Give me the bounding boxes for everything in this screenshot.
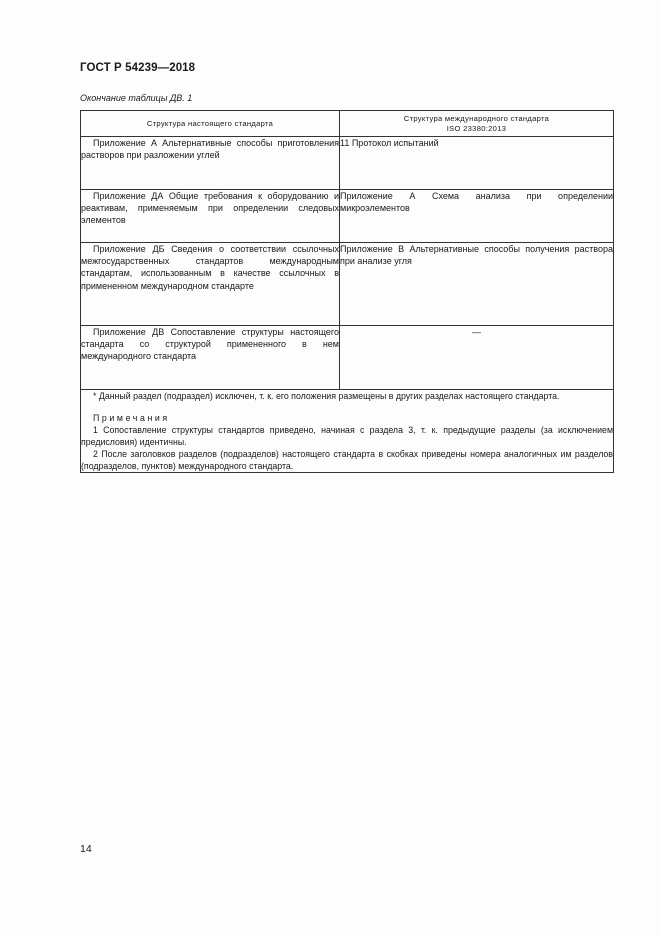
table-cell-right: Приложение В Альтернативные способы получения раствора при анализе угля xyxy=(340,243,614,326)
table-cell-right: 11 Протокол испытаний xyxy=(340,137,614,190)
document-id: ГОСТ Р 54239—2018 xyxy=(80,62,196,74)
table-notes-row xyxy=(81,390,614,473)
table-row xyxy=(81,137,614,190)
table-row xyxy=(81,326,614,390)
table-cell-left: Приложение А Альтернативные способы приготовления растворов при разложении углей xyxy=(81,137,340,190)
note-1: 1 Сопоставление структуры стандартов приведено, начиная с раздела 3, т. к. предыдущие разделы (за исключением предисловия) идентичны. xyxy=(81,425,613,447)
table-cell-left: Приложение ДА Общие требования к оборудованию и реактивам, применяемым при определении следовых элементов xyxy=(81,190,340,243)
column-header-left: Структура настоящего стандарта xyxy=(81,111,340,137)
table-cell-left: Приложение ДВ Сопоставление структуры настоящего стандарта со структурой примененного в нем международного стандарта xyxy=(81,326,340,390)
table-header-row xyxy=(81,111,614,137)
structure-comparison-table xyxy=(80,110,614,473)
table-cell-right: — xyxy=(340,326,614,390)
table-caption: Окончание таблицы ДВ. 1 xyxy=(80,93,193,103)
note-2: 2 После заголовков разделов (подразделов) настоящего стандарта в скобках приведены номера аналогичных им разделов (подразделов, пунктов) международного стандарта. xyxy=(81,449,613,471)
table-notes-cell xyxy=(81,390,614,473)
table-row xyxy=(81,190,614,243)
notes-title: Примечания xyxy=(93,413,170,423)
column-header-right xyxy=(340,111,614,137)
table-cell-right: Приложение А Схема анализа при определении микроэлементов xyxy=(340,190,614,243)
column-header-right-line1: Структура международного стандарта xyxy=(403,113,550,123)
column-header-right-line2: ISO 23380:2013 xyxy=(446,123,507,133)
footnote: * Данный раздел (подраздел) исключен, т. к. его положения размещены в других разделах настоящего стандарта. xyxy=(93,391,560,401)
table-row xyxy=(81,243,614,326)
page-number: 14 xyxy=(80,843,92,855)
table-cell-left: Приложение ДБ Сведения о соответствии ссылочных межгосударственных стандартов международным стандартам, использованным в качестве ссылочных в примененном международном стандарте xyxy=(81,243,340,326)
